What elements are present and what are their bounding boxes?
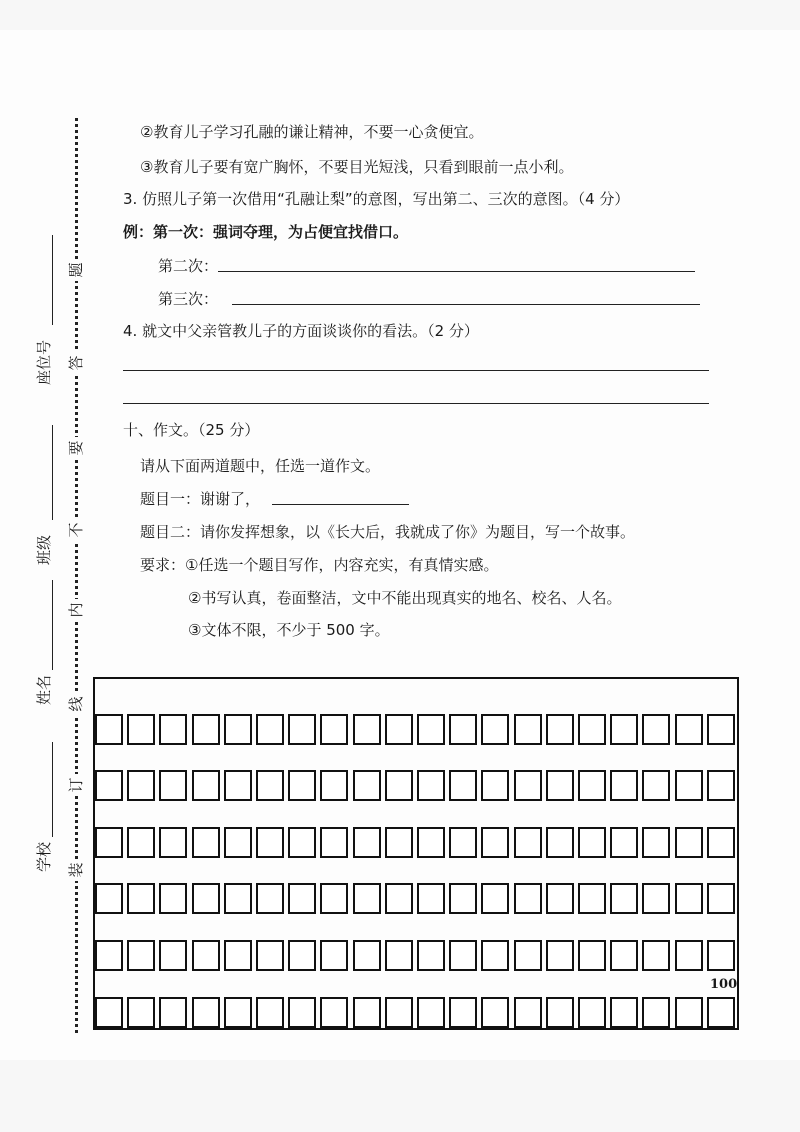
- grid-cell[interactable]: [417, 770, 445, 801]
- grid-cell[interactable]: [256, 940, 284, 971]
- grid-cell[interactable]: [224, 883, 252, 914]
- q3-third-answer-line[interactable]: [232, 304, 700, 305]
- grid-cell[interactable]: [449, 997, 477, 1028]
- grid-cell[interactable]: [127, 770, 155, 801]
- grid-cell[interactable]: [675, 940, 703, 971]
- grid-cell[interactable]: [353, 997, 381, 1028]
- grid-cell[interactable]: [481, 997, 509, 1028]
- grid-cell[interactable]: [256, 883, 284, 914]
- option-3-text: ③教育儿子要有宽广胸怀，不要目光短浅，只看到眼前一点小利。: [140, 158, 574, 176]
- grid-cell[interactable]: [514, 883, 542, 914]
- name-blank-line: [52, 580, 53, 670]
- grid-cell[interactable]: [610, 940, 638, 971]
- grid-cell[interactable]: [546, 940, 574, 971]
- grid-cell[interactable]: [192, 827, 220, 858]
- grid-cell[interactable]: [449, 883, 477, 914]
- grid-cell[interactable]: [385, 883, 413, 914]
- grid-cell[interactable]: [642, 827, 670, 858]
- grid-cell[interactable]: [546, 883, 574, 914]
- composition-topic-1: 题目一：谢谢了，: [140, 490, 261, 508]
- grid-cell[interactable]: [353, 714, 381, 745]
- composition-requirement-3: ③文体不限，不少于 500 字。: [188, 621, 390, 639]
- seat-label: 座位号: [35, 339, 53, 385]
- topic-1-blank-line[interactable]: [272, 504, 409, 505]
- grid-cell[interactable]: [610, 997, 638, 1028]
- grid-cell[interactable]: [675, 827, 703, 858]
- grid-cell[interactable]: [578, 827, 606, 858]
- grid-cell[interactable]: [610, 770, 638, 801]
- grid-cell[interactable]: [95, 714, 123, 745]
- school-blank-line: [52, 742, 53, 837]
- grid-cell[interactable]: [514, 770, 542, 801]
- grid-cell[interactable]: [417, 883, 445, 914]
- question-4-text: 4. 就文中父亲管教儿子的方面谈谈你的看法。（2 分）: [123, 322, 479, 340]
- seal-char: 内: [68, 599, 84, 621]
- grid-cell[interactable]: [610, 714, 638, 745]
- grid-cell[interactable]: [288, 770, 316, 801]
- composition-instruction: 请从下面两道题中，任选一道作文。: [140, 457, 381, 475]
- grid-cell[interactable]: [385, 940, 413, 971]
- grid-cell[interactable]: [514, 940, 542, 971]
- seal-char: 不: [68, 519, 84, 541]
- grid-cell[interactable]: [417, 827, 445, 858]
- grid-cell[interactable]: [256, 714, 284, 745]
- school-label: 学校: [35, 841, 53, 872]
- grid-cell[interactable]: [707, 770, 735, 801]
- grid-cell[interactable]: [481, 883, 509, 914]
- option-2-text: ②教育儿子学习孔融的谦让精神，不要一心贪便宜。: [140, 123, 484, 141]
- grid-cell[interactable]: [707, 827, 735, 858]
- composition-requirement-2: ②书写认真，卷面整洁，文中不能出现真实的地名、校名、人名。: [188, 589, 622, 607]
- name-label: 姓名: [35, 674, 53, 705]
- grid-cell[interactable]: [159, 940, 187, 971]
- character-count-marker: 100: [710, 977, 738, 992]
- grid-cell[interactable]: [449, 714, 477, 745]
- grid-cell[interactable]: [481, 770, 509, 801]
- composition-requirement-1: 要求：①任选一个题目写作，内容充实，有真情实感。: [140, 556, 499, 574]
- grid-cell[interactable]: [578, 940, 606, 971]
- grid-cell[interactable]: [192, 714, 220, 745]
- grid-cell[interactable]: [95, 827, 123, 858]
- grid-cell[interactable]: [127, 997, 155, 1028]
- grid-row: [93, 940, 739, 975]
- grid-cell[interactable]: [610, 827, 638, 858]
- grid-cell[interactable]: [353, 770, 381, 801]
- grid-cell[interactable]: [675, 997, 703, 1028]
- grid-cell[interactable]: [546, 827, 574, 858]
- grid-cell[interactable]: [224, 940, 252, 971]
- grid-cell[interactable]: [642, 997, 670, 1028]
- grid-cell[interactable]: [159, 714, 187, 745]
- grid-cell[interactable]: [159, 997, 187, 1028]
- grid-cell[interactable]: [320, 997, 348, 1028]
- grid-cell[interactable]: [675, 714, 703, 745]
- grid-cell[interactable]: [224, 997, 252, 1028]
- grid-cell[interactable]: [288, 997, 316, 1028]
- grid-cell[interactable]: [707, 997, 735, 1028]
- grid-cell[interactable]: [288, 940, 316, 971]
- grid-cell[interactable]: [642, 940, 670, 971]
- grid-cell[interactable]: [256, 770, 284, 801]
- grid-row: [93, 827, 739, 862]
- question-3-example: 例：第一次：强词夺理，为占便宜找借口。: [123, 223, 409, 241]
- grid-cell[interactable]: [256, 827, 284, 858]
- seat-blank-line: [52, 235, 53, 325]
- grid-cell[interactable]: [320, 883, 348, 914]
- grid-cell[interactable]: [610, 883, 638, 914]
- grid-cell[interactable]: [224, 714, 252, 745]
- grid-cell[interactable]: [127, 714, 155, 745]
- grid-cell[interactable]: [288, 827, 316, 858]
- grid-cell[interactable]: [320, 940, 348, 971]
- grid-cell[interactable]: [256, 997, 284, 1028]
- grid-cell[interactable]: [642, 770, 670, 801]
- grid-row: [93, 997, 739, 1032]
- grid-cell[interactable]: [675, 770, 703, 801]
- composition-topic-2: 题目二：请你发挥想象，以《长大后，我就成了你》为题目，写一个故事。: [140, 523, 636, 541]
- grid-cell[interactable]: [320, 770, 348, 801]
- grid-row: [93, 883, 739, 918]
- grid-cell[interactable]: [353, 940, 381, 971]
- grid-cell[interactable]: [159, 770, 187, 801]
- grid-cell[interactable]: [224, 827, 252, 858]
- grid-cell[interactable]: [192, 770, 220, 801]
- composition-heading: 十、作文。（25 分）: [123, 421, 260, 439]
- seal-char: 线: [68, 693, 84, 715]
- grid-cell[interactable]: [385, 827, 413, 858]
- grid-cell[interactable]: [224, 770, 252, 801]
- grid-cell[interactable]: [514, 827, 542, 858]
- grid-cell[interactable]: [95, 770, 123, 801]
- grid-cell[interactable]: [417, 997, 445, 1028]
- grid-cell[interactable]: [192, 940, 220, 971]
- grid-cell[interactable]: [514, 714, 542, 745]
- grid-cell[interactable]: [546, 997, 574, 1028]
- grid-cell[interactable]: [192, 883, 220, 914]
- seal-char: 题: [68, 259, 84, 281]
- grid-row: [93, 714, 739, 749]
- seal-char: 要: [68, 437, 84, 459]
- grid-cell[interactable]: [95, 997, 123, 1028]
- grid-cell[interactable]: [127, 883, 155, 914]
- grid-cell[interactable]: [127, 940, 155, 971]
- grid-cell[interactable]: [707, 714, 735, 745]
- grid-cell[interactable]: [353, 883, 381, 914]
- q3-second-label: 第二次：: [158, 257, 219, 275]
- grid-cell[interactable]: [353, 827, 381, 858]
- q4-answer-line-1[interactable]: [123, 370, 709, 371]
- seal-char: 装: [68, 859, 84, 881]
- grid-cell[interactable]: [127, 827, 155, 858]
- grid-cell[interactable]: [546, 770, 574, 801]
- class-label: 班级: [35, 534, 53, 565]
- grid-cell[interactable]: [642, 883, 670, 914]
- grid-cell[interactable]: [514, 997, 542, 1028]
- q3-second-answer-line[interactable]: [218, 271, 695, 272]
- grid-cell[interactable]: [159, 827, 187, 858]
- grid-cell[interactable]: [578, 883, 606, 914]
- question-3-text: 3. 仿照儿子第一次借用“孔融让梨”的意图，写出第二、三次的意图。（4 分）: [123, 190, 630, 208]
- grid-cell[interactable]: [481, 827, 509, 858]
- grid-cell[interactable]: [417, 714, 445, 745]
- grid-cell[interactable]: [385, 997, 413, 1028]
- grid-cell[interactable]: [288, 883, 316, 914]
- grid-cell[interactable]: [675, 883, 703, 914]
- grid-cell[interactable]: [449, 770, 477, 801]
- seal-char: 订: [68, 774, 84, 796]
- grid-cell[interactable]: [642, 714, 670, 745]
- grid-cell[interactable]: [385, 770, 413, 801]
- binding-dotted-line: [75, 118, 78, 1033]
- seal-char: 答: [68, 352, 84, 374]
- grid-cell[interactable]: [449, 827, 477, 858]
- grid-cell[interactable]: [320, 827, 348, 858]
- grid-cell[interactable]: [481, 940, 509, 971]
- grid-cell[interactable]: [288, 714, 316, 745]
- grid-cell[interactable]: [417, 940, 445, 971]
- class-blank-line: [52, 425, 53, 520]
- grid-cell[interactable]: [95, 883, 123, 914]
- grid-cell[interactable]: [546, 714, 574, 745]
- q3-third-label: 第三次：: [158, 290, 219, 308]
- grid-cell[interactable]: [707, 940, 735, 971]
- q4-answer-line-2[interactable]: [123, 403, 709, 404]
- grid-cell[interactable]: [578, 770, 606, 801]
- grid-cell[interactable]: [481, 714, 509, 745]
- grid-row: [93, 770, 739, 805]
- grid-cell[interactable]: [449, 940, 477, 971]
- grid-cell[interactable]: [578, 714, 606, 745]
- grid-cell[interactable]: [95, 940, 123, 971]
- grid-cell[interactable]: [320, 714, 348, 745]
- grid-cell[interactable]: [192, 997, 220, 1028]
- grid-cell[interactable]: [159, 883, 187, 914]
- grid-cell[interactable]: [707, 883, 735, 914]
- grid-cell[interactable]: [385, 714, 413, 745]
- grid-cell[interactable]: [578, 997, 606, 1028]
